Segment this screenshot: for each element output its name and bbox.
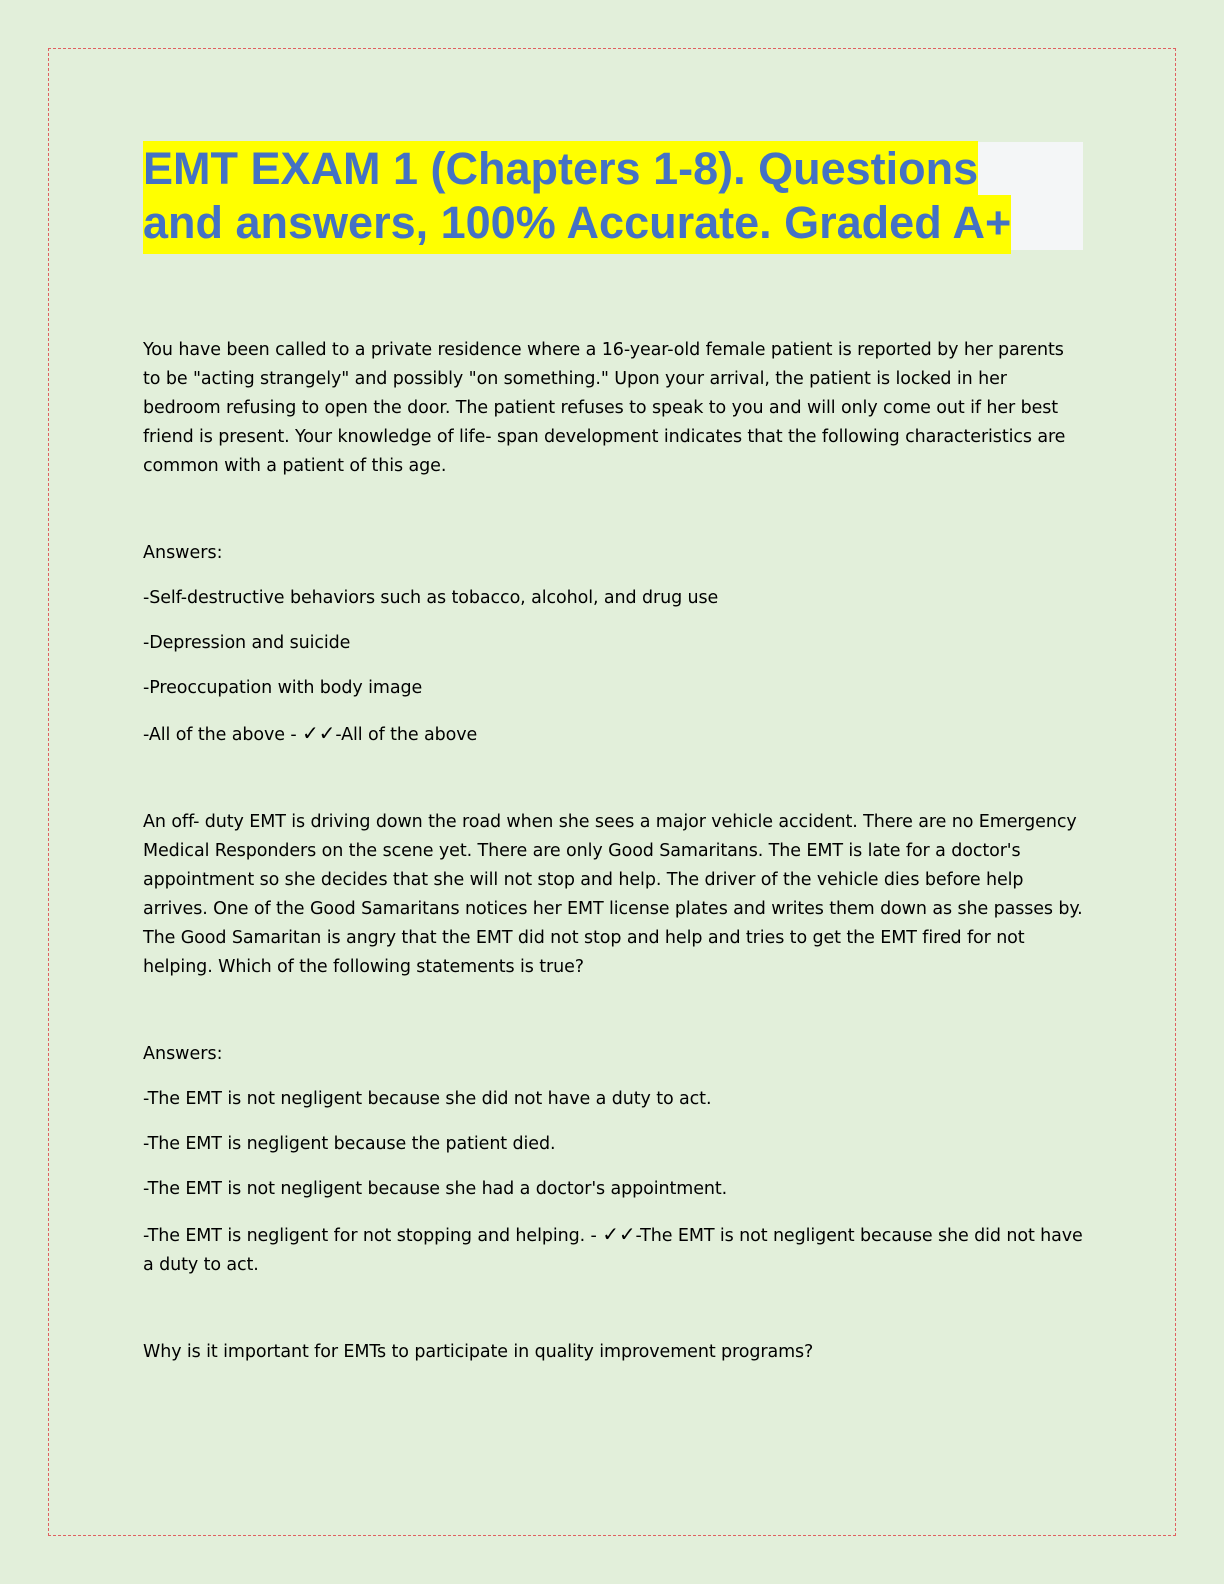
document-body	[143, 142, 1083, 1425]
question-2	[143, 808, 1083, 982]
answer-option-final	[143, 719, 1083, 750]
final-option-text: -The EMT is negligent for not stopping and helping. -	[143, 1226, 603, 1246]
answers-label: Answers:	[143, 1044, 223, 1064]
question-1	[143, 336, 1083, 481]
answer-option: -The EMT is not negligent because she had a doctor's appointment.	[143, 1179, 728, 1199]
title-line-1: EMT EXAM 1 (Chapters 1-8). Questions	[143, 141, 978, 200]
answer-option: -Depression and suicide	[143, 633, 351, 653]
correct-answer: -The EMT is not negligent because she did not have a duty to act.	[143, 1226, 1083, 1275]
answer-option: -Preoccupation with body image	[143, 678, 423, 698]
answer-option: -The EMT is negligent because the patient died.	[143, 1134, 556, 1154]
answer-option-final	[143, 1220, 1083, 1280]
question-text: You have been called to a private residence where a 16-year-old female patient is reported by her parents to be "acting strangely" and possibly "on something." Upon your arrival, the patient is locked in her bedroom refusing to open the door. The patient refuses to speak to you and will only come out if her best friend is present. Your knowledge of life- span development indicates that the following characteristics are common with a patient of this age.	[143, 340, 1066, 476]
answers-label: Answers:	[143, 543, 223, 563]
final-option-text: -All of the above -	[143, 725, 303, 745]
question-3	[143, 1338, 1083, 1367]
checkmark-icon: ✓✓	[302, 721, 336, 745]
checkmark-icon: ✓✓	[602, 1222, 636, 1246]
question-text: An off- duty EMT is driving down the road when she sees a major vehicle accident. There are no Emergency Medical Responders on the scene yet. There are only Good Samaritans. The EMT is late for a doctor's appointment so she decides that she will not stop and help. The driver of the vehicle dies before help arrives. One of the Good Samaritans notices her EMT license plates and writes them down as she passes by. The Good Samaritan is angry that the EMT did not stop and help and tries to get the EMT fired for not helping. Which of the following statements is true?	[143, 812, 1083, 977]
document-title	[143, 142, 1083, 250]
answer-option: -The EMT is not negligent because she did not have a duty to act.	[143, 1089, 712, 1109]
title-block	[143, 142, 1083, 250]
answer-option: -Self-destructive behaviors such as tobacco, alcohol, and drug use	[143, 588, 719, 608]
correct-answer: -All of the above	[335, 725, 478, 745]
title-line-2: and answers, 100% Accurate. Graded A+	[143, 195, 1011, 254]
question-text: Why is it important for EMTs to participate in quality improvement programs?	[143, 1342, 814, 1362]
